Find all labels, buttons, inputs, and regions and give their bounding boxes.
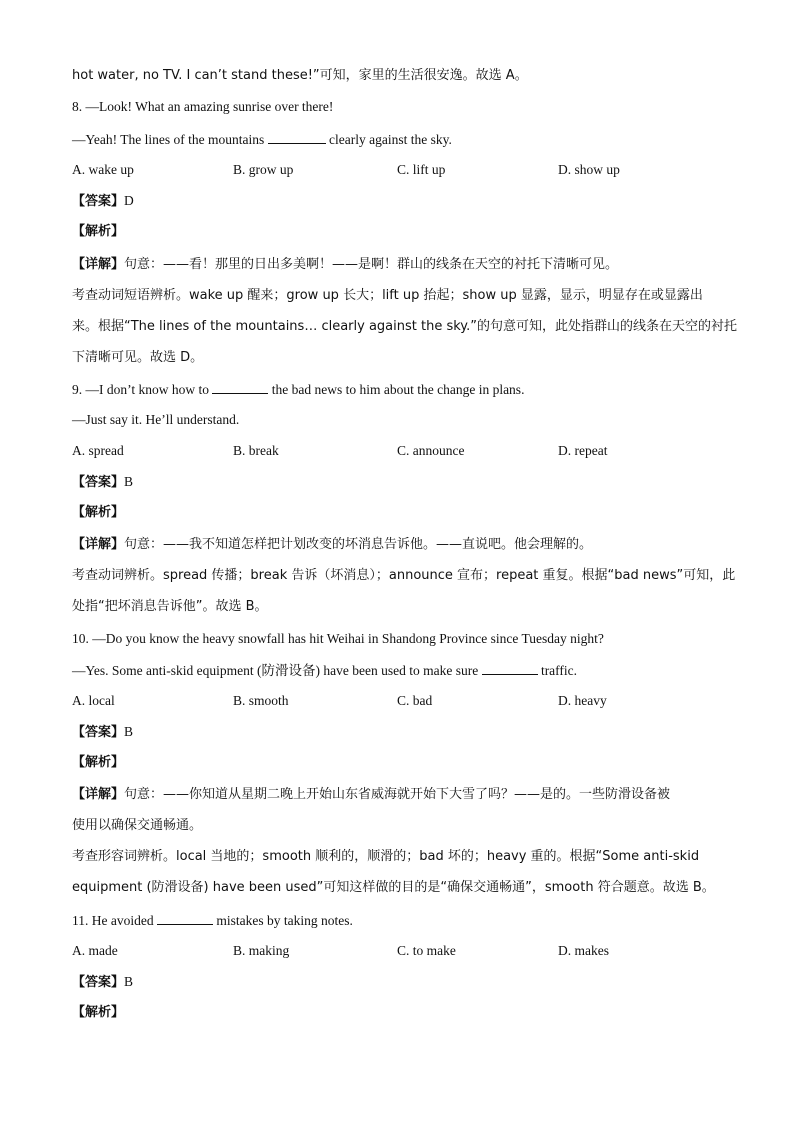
question-10-stem: 10. —Do you know the heavy snowfall has hit Weihai in Shandong Province since Tuesday night? <box>72 631 604 646</box>
stem-text: the bad news to him about the change in plans. <box>268 382 525 397</box>
detail-text: 句意：——你知道从星期二晚上开始山东省威海就开始下大雪了吗？——是的。一些防滑设备被 <box>124 787 671 802</box>
answer-tag: 【答案】 <box>72 725 125 740</box>
option-d: D. show up <box>558 162 620 177</box>
option-b: B. break <box>233 443 279 458</box>
detail-line <box>72 786 670 804</box>
option-c: C. bad <box>397 693 433 708</box>
option-a: A. local <box>72 693 115 708</box>
answer-tag: 【答案】 <box>72 194 125 209</box>
stem-text: 11. He avoided <box>72 913 157 928</box>
answer-value: B <box>124 974 134 989</box>
question-9-options <box>0 442 794 460</box>
explanation-line: 来。根据“The lines of the mountains… clearly against the sky.”的句意可知，此处指群山的线条在天空的衬托 <box>72 319 738 334</box>
option-b: B. smooth <box>233 693 289 708</box>
option-d: D. makes <box>558 943 609 958</box>
question-9-stem <box>72 380 524 399</box>
answer-line <box>72 473 133 492</box>
answer-value: D <box>124 193 134 208</box>
analysis-tag: 【解析】 <box>72 505 125 520</box>
question-8-reply <box>72 130 452 149</box>
answer-line <box>72 723 133 742</box>
text-line: hot water, no TV. I can’t stand these!”可知，家里的生活很安逸。故选 A。 <box>72 68 528 83</box>
detail-line <box>72 536 592 554</box>
analysis-tag: 【解析】 <box>72 1005 125 1020</box>
question-8-options <box>0 161 794 179</box>
answer-blank <box>268 130 326 144</box>
option-a: A. made <box>72 943 118 958</box>
question-10-reply <box>72 661 577 680</box>
analysis-tag: 【解析】 <box>72 755 125 770</box>
detail-tag: 【详解】 <box>72 787 125 802</box>
answer-tag: 【答案】 <box>72 975 125 990</box>
option-d: D. heavy <box>558 693 607 708</box>
detail-tag: 【详解】 <box>72 257 125 272</box>
option-b: B. making <box>233 943 290 958</box>
detail-line <box>72 256 618 274</box>
explanation-line: 下清晰可见。故选 D。 <box>72 350 204 365</box>
stem-text: 9. —I don’t know how to <box>72 382 213 397</box>
explanation-line: 考查形容词辨析。local 当地的；smooth 顺利的，顺滑的；bad 坏的；heavy 重的。根据“Some anti-skid <box>72 849 700 864</box>
answer-blank <box>157 911 213 925</box>
explanation-line: 处指“把坏消息告诉他”。故选 B。 <box>72 599 268 614</box>
stem-text: mistakes by taking notes. <box>212 913 353 928</box>
option-a: A. spread <box>72 443 124 458</box>
detail-line: 使用以确保交通畅通。 <box>72 818 203 833</box>
question-8-stem: 8. —Look! What an amazing sunrise over there! <box>72 99 334 114</box>
option-a: A. wake up <box>72 162 134 177</box>
reply-text: —Yeah! The lines of the mountains <box>72 132 268 147</box>
answer-value: B <box>124 474 134 489</box>
answer-value: B <box>124 724 134 739</box>
option-d: D. repeat <box>558 443 608 458</box>
detail-tag: 【详解】 <box>72 537 125 552</box>
explanation-line: equipment (防滑设备) have been used”可知这样做的目的是“确保交通畅通”，smooth 符合题意。故选 B。 <box>72 880 715 895</box>
answer-blank <box>482 661 538 675</box>
reply-text: —Yes. Some anti-skid equipment (防滑设备) have been used to make sure <box>72 663 482 678</box>
option-c: C. lift up <box>397 162 446 177</box>
answer-blank <box>212 380 268 394</box>
analysis-tag: 【解析】 <box>72 224 125 239</box>
detail-text: 句意：——看！那里的日出多美啊！——是啊！群山的线条在天空的衬托下清晰可见。 <box>124 257 619 272</box>
answer-tag: 【答案】 <box>72 475 125 490</box>
explanation-line: 考查动词辨析。spread 传播；break 告诉（坏消息）；announce 宣布；repeat 重复。根据“bad news”可知，此 <box>72 568 736 583</box>
option-c: C. to make <box>397 943 456 958</box>
detail-text: 句意：——我不知道怎样把计划改变的坏消息告诉他。——直说吧。他会理解的。 <box>124 537 593 552</box>
option-b: B. grow up <box>233 162 294 177</box>
reply-text: clearly against the sky. <box>325 132 452 147</box>
answer-line <box>72 973 133 992</box>
option-c: C. announce <box>397 443 465 458</box>
question-10-options <box>0 692 794 710</box>
reply-text: traffic. <box>537 663 578 678</box>
explanation-line: 考查动词短语辨析。wake up 醒来；grow up 长大；lift up 抬起；show up 显露，显示，明显存在或显露出 <box>72 288 703 303</box>
question-9-reply: —Just say it. He’ll understand. <box>72 412 240 427</box>
answer-line <box>72 192 134 211</box>
question-11-options <box>0 942 794 960</box>
question-11-stem <box>72 911 353 930</box>
